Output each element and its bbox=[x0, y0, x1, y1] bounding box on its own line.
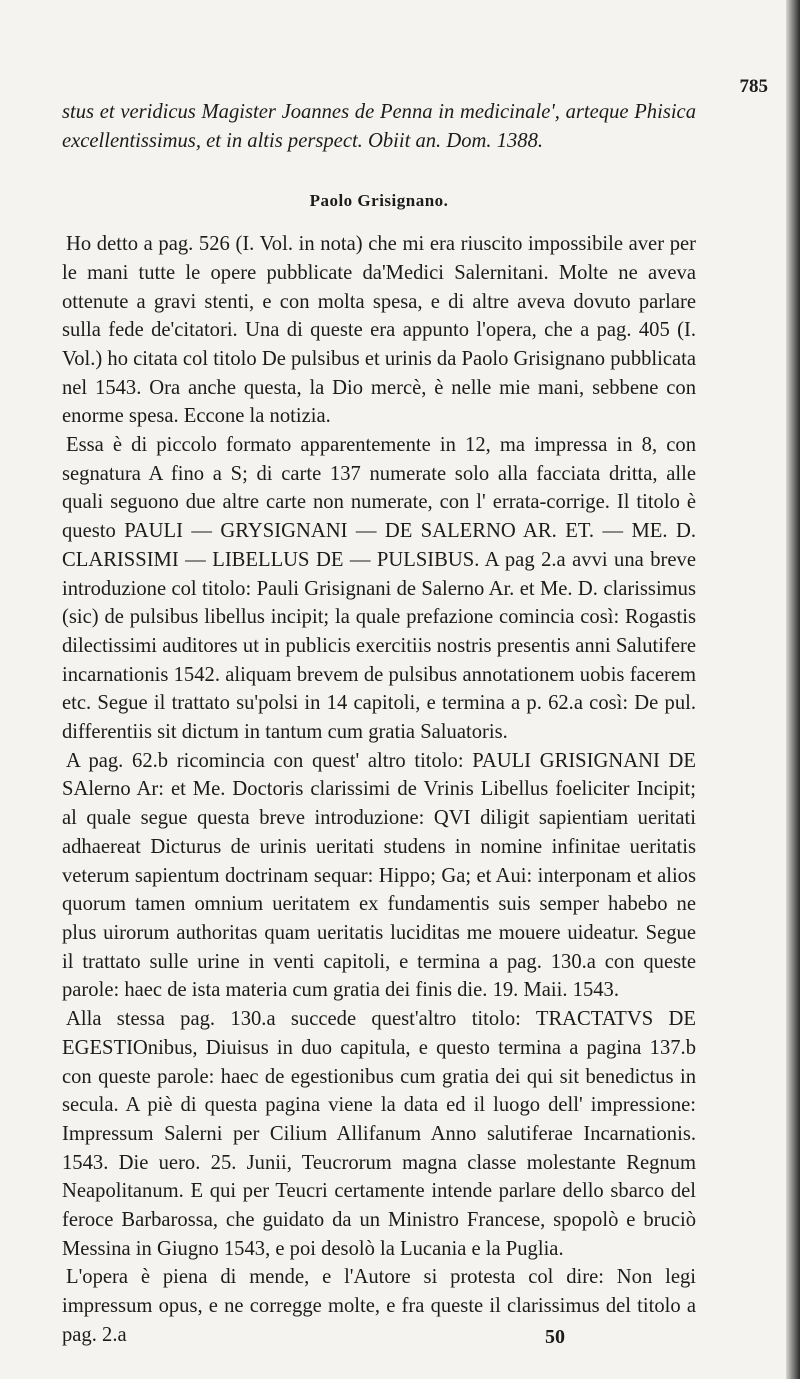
page-body bbox=[62, 98, 696, 1350]
paragraph-3: A pag. 62.b ricomincia con quest' altro titolo: PAULI GRISIGNANI DE SAlerno Ar: et Me. Doctoris clarissimi de Vrinis Libellus foeliciter Incipit; al quale segue questa breve introduzione: QVI diligit sapientiam ueritati adhaereat Dicturus de urinis ueritati studens in nomine infinitae ueritatis veterum sapientum doctrinam sequar: Hippo; Ga; et Aui: interponam et alios quorum tamen omnium ueritatem ex fundamentis suis semper habebo ne plus uirorum authoritas quam ueritatis luciditas me mouere uideatur. Segue il trattato sulle urine in venti capitoli, e termina a pag. 130.a con queste parole: haec de ista materia cum gratia dei finis die. 19. Maii. 1543. bbox=[62, 749, 696, 1002]
paragraph-5: L'opera è piena di mende, e l'Autore si protesta col dire: Non legi impressum opus, e ne corregge molte, e fra queste il clarissimus del titolo a pag. 2.a bbox=[62, 1266, 696, 1346]
paragraph-4: Alla stessa pag. 130.a succede quest'altro titolo: TRACTATVS DE EGESTIOnibus, Diuisus in duo capitula, e questo termina a pagina 137.b con queste parole: haec de egestionibus cum gratia dei qui sit benedictus in secula. A piè di questa pagina viene la data ed il luogo dell' impressione: Impressum Salerni per Cilium Allifanum Anno salutiferae Incarnationis. 1543. Die uero. 25. Junii, Teucrorum magna classe molestante Regnum Neapolitanum. E qui per Teucri certamente intende parlare dello sbarco del feroce Barbarossa, che guidato da un Ministro Francese, spopolò e bruciò Messina in Giugno 1543, e poi desolò la Lucania e la Puglia. bbox=[62, 1008, 696, 1260]
paragraph-1: Ho detto a pag. 526 (I. Vol. in nota) che mi era riuscito impossibile aver per le mani tutte le opere pubblicate da'Medici Salernitani. Molte ne aveva ottenute a gravi stenti, e con molta spesa, e di altre aveva dovuto parlare sulla fede de'citatori. Una di queste era appunto l'opera, che a pag. 405 (I. Vol.) ho citata col titolo De pulsibus et urinis da Paolo Grisignano pubblicata nel 1543. Ora anche questa, la Dio mercè, è nelle mie mani, sebbene con enorme spesa. Eccone la notizia. bbox=[62, 233, 696, 428]
paragraph-continued: stus et veridicus Magister Joannes de Penna in medicinale', arteque Phisica excellentissimus, et in altis perspect. Obiit an. Dom. 1388. bbox=[62, 101, 696, 152]
page-edge-shadow bbox=[786, 0, 800, 1379]
section-title: Paolo Grisignano. bbox=[309, 191, 449, 211]
signature-number: 50 bbox=[545, 1326, 565, 1348]
paragraph-2: Essa è di piccolo formato apparentemente in 12, ma impressa in 8, con segnatura A fino a S; di carte 137 numerate solo alla facciata dritta, alle quali seguono due altre carte non numerate, con l' errata-corrige. Il titolo è questo PAULI — GRYSIGNANI — DE SALERNO AR. ET. — ME. D. CLARISSIMI — LIBELLUS DE — PULSIBUS. A pag 2.a avvi una breve introduzione col titolo: Pauli Grisignani de Salerno Ar. et Me. D. clarissimus (sic) de pulsibus libellus incipit; la quale prefazione comincia così: Rogastis dilectissimi auditores ut in publicis exercitiis nostris presentis anni Salutifere incarnationis 1542. aliquam brevem de pulsibus annotationem uobis facerem etc. Segue il trattato su'polsi in 14 capitoli, e termina a p. 62.a così: De pul. differentiis sit dictum in tantum cum gratia Saluatoris. bbox=[62, 434, 696, 744]
page-number: 785 bbox=[739, 76, 768, 97]
